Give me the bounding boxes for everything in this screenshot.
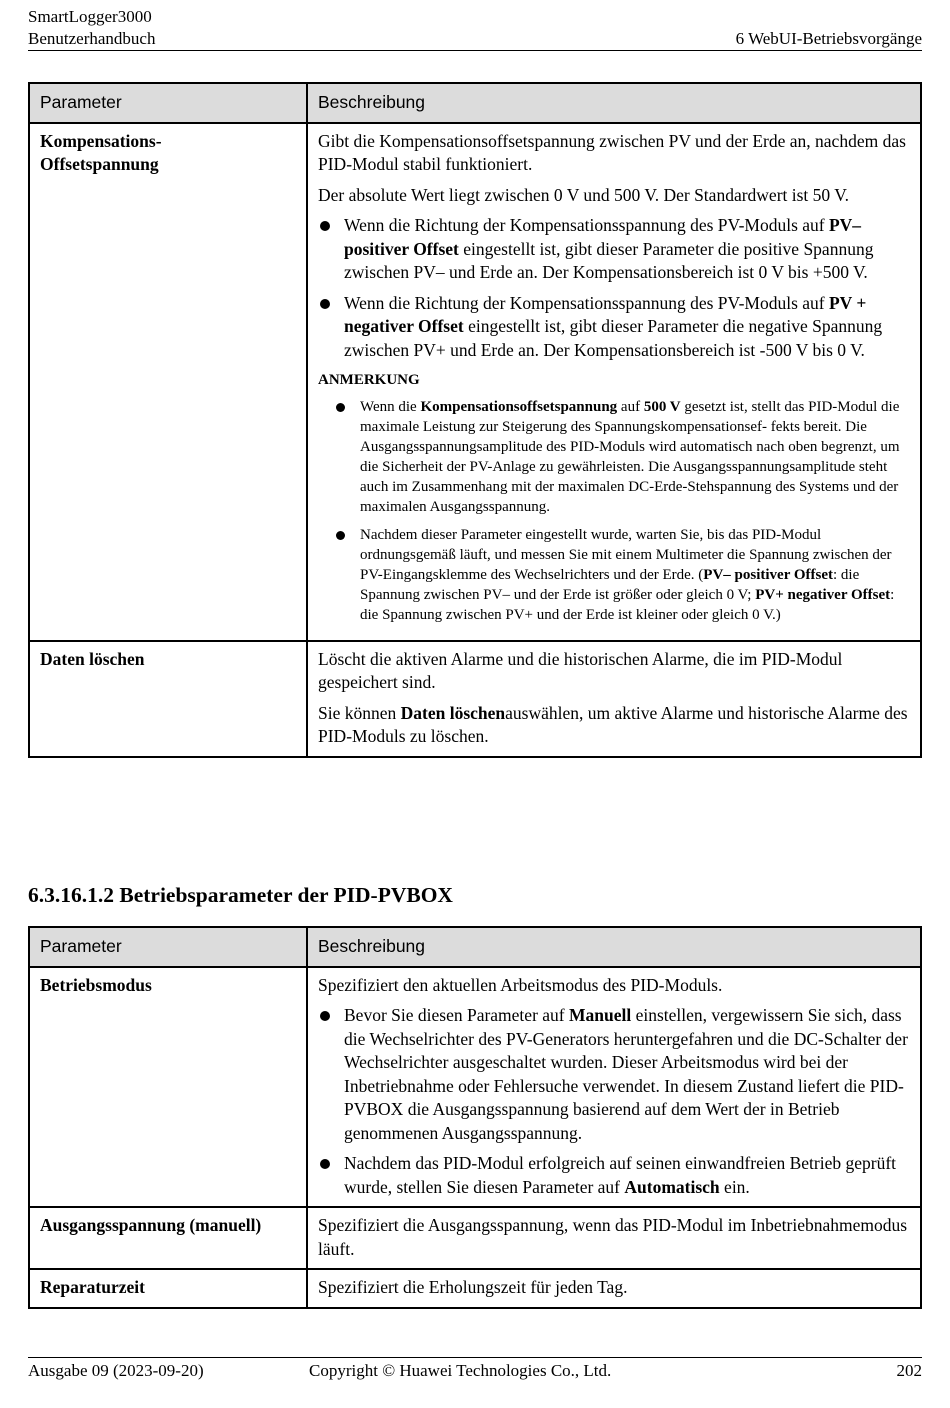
description-text: Spezifiziert den aktuellen Arbeitsmodus des PID-Moduls.	[318, 974, 723, 995]
table-header-row	[29, 927, 921, 967]
note-list	[318, 397, 910, 625]
parameter-description: Spezifiziert die Ausgangsspannung, wenn das PID-Modul im Inbetriebnahmemodus läuft.	[307, 1207, 921, 1269]
header-divider	[28, 50, 922, 51]
note-title: ANMERKUNG	[318, 372, 420, 388]
table-header-row	[29, 83, 921, 123]
column-header-description: Beschreibung	[307, 927, 921, 967]
parameter-table-1	[28, 82, 922, 758]
page-header-left	[28, 6, 155, 50]
edition-label: Ausgabe 09 (2023-09-20)	[28, 1361, 204, 1380]
description-text: Löscht die aktiven Alarme und die historischen Alarme, die im PID-Modul gespeichert sind.	[318, 648, 843, 692]
table-row	[29, 123, 921, 641]
table-row	[29, 967, 921, 1208]
parameter-name: Ausgangsspannung (manuell)	[29, 1207, 307, 1269]
list-item: Wenn die Richtung der Kompensationsspannung des PV-Moduls auf PV + negativer Offset eingestellt ist, gibt dieser Parameter die negative Spannung zwischen PV+ und Erde an. Der Kompensationsbereich ist -500 V bis 0 V.	[318, 292, 910, 363]
parameter-description	[307, 123, 921, 641]
parameter-name: Daten löschen	[29, 641, 307, 757]
table-row	[29, 641, 921, 757]
note-item: Nachdem dieser Parameter eingestellt wurde, warten Sie, bis das PID-Modul ordnungsgemäß läuft, und messen Sie mit einem Multimeter die Spannung zwischen der PV-Eingangsklemme des Wechselrichters und der Erde. (PV– positiver Offset: die Spannung zwischen PV– und der Erde ist größer oder gleich 0 V; PV+ negativer Offset: die Spannung zwischen PV+ und der Erde ist kleiner oder gleich 0 V.)	[318, 525, 910, 625]
footer-divider	[28, 1357, 922, 1358]
list-item: Nachdem das PID-Modul erfolgreich auf seinen einwandfreien Betrieb geprüft wurde, stellen Sie diesen Parameter auf Automatisch ein.	[318, 1152, 910, 1199]
chapter-title: 6 WebUI-Betriebsvorgänge	[735, 29, 922, 48]
parameter-description: Spezifiziert die Erholungszeit für jeden Tag.	[307, 1269, 921, 1308]
description-text: Gibt die Kompensationsoffsetspannung zwischen PV und der Erde an, nachdem das PID-Modul stabil funktioniert.	[318, 130, 906, 174]
parameter-name: Reparaturzeit	[29, 1269, 307, 1308]
copyright-notice: Copyright © Huawei Technologies Co., Ltd.	[309, 1361, 612, 1380]
section-title: 6.3.16.1.2 Betriebsparameter der PID-PVBOX	[28, 883, 453, 907]
list-item: Bevor Sie diesen Parameter auf Manuell einstellen, vergewissern Sie sich, dass die Wechselrichter des PV-Generators heruntergefahren und die DC-Schalter der Wechselrichter ausgeschaltet wurden. Dieser Arbeitsmodus wird bei der Inbetriebnahme oder Fehlersuche verwendet. In diesem Zustand liefert die PID-PVBOX die Ausgangsspannung basierend auf dem Wert der in Betrieb genommenen Ausgangsspannung.	[318, 1004, 910, 1145]
page-number: 202	[896, 1361, 922, 1380]
column-header-parameter: Parameter	[29, 927, 307, 967]
product-name: SmartLogger3000	[28, 7, 152, 26]
parameter-name: Betriebsmodus	[29, 967, 307, 1208]
description-text: Der absolute Wert liegt zwischen 0 V und 500 V. Der Standardwert ist 50 V.	[318, 184, 849, 205]
column-header-description: Beschreibung	[307, 83, 921, 123]
column-header-parameter: Parameter	[29, 83, 307, 123]
parameter-description	[307, 641, 921, 757]
note-item: Wenn die Kompensationsoffsetspannung auf 500 V gesetzt ist, stellt das PID-Modul die maximale Leistung zur Steigerung des Spannungskompensationsef- fekts bereit. Die Ausgangsspannungsamplitude des PID-Moduls wird automatisch nach oben begrenzt, um die Sicherheit der PV-Anlage zu gewährleisten. Die Ausgangsspannungsamplitude steht auch im Zusammenhang mit der maximalen DC-Erde-Stehspannung des Systems und der maximalen Ausgangsspannung.	[318, 397, 910, 517]
parameter-description	[307, 967, 921, 1208]
document-type: Benutzerhandbuch	[28, 29, 156, 48]
parameter-table-2	[28, 926, 922, 1309]
bullet-list	[318, 214, 910, 362]
bullet-list	[318, 1004, 910, 1199]
description-text: Sie können Daten löschenauswählen, um aktive Alarme und historische Alarme des PID-Moduls zu löschen.	[318, 702, 908, 746]
parameter-name: Kompensations- Offsetspannung	[29, 123, 307, 641]
list-item: Wenn die Richtung der Kompensationsspannung des PV-Moduls auf PV– positiver Offset eingestellt ist, gibt dieser Parameter die positive Spannung zwischen PV– und Erde an. Der Kompensationsbereich ist 0 V bis +500 V.	[318, 214, 910, 285]
table-row	[29, 1207, 921, 1269]
table-row	[29, 1269, 921, 1308]
